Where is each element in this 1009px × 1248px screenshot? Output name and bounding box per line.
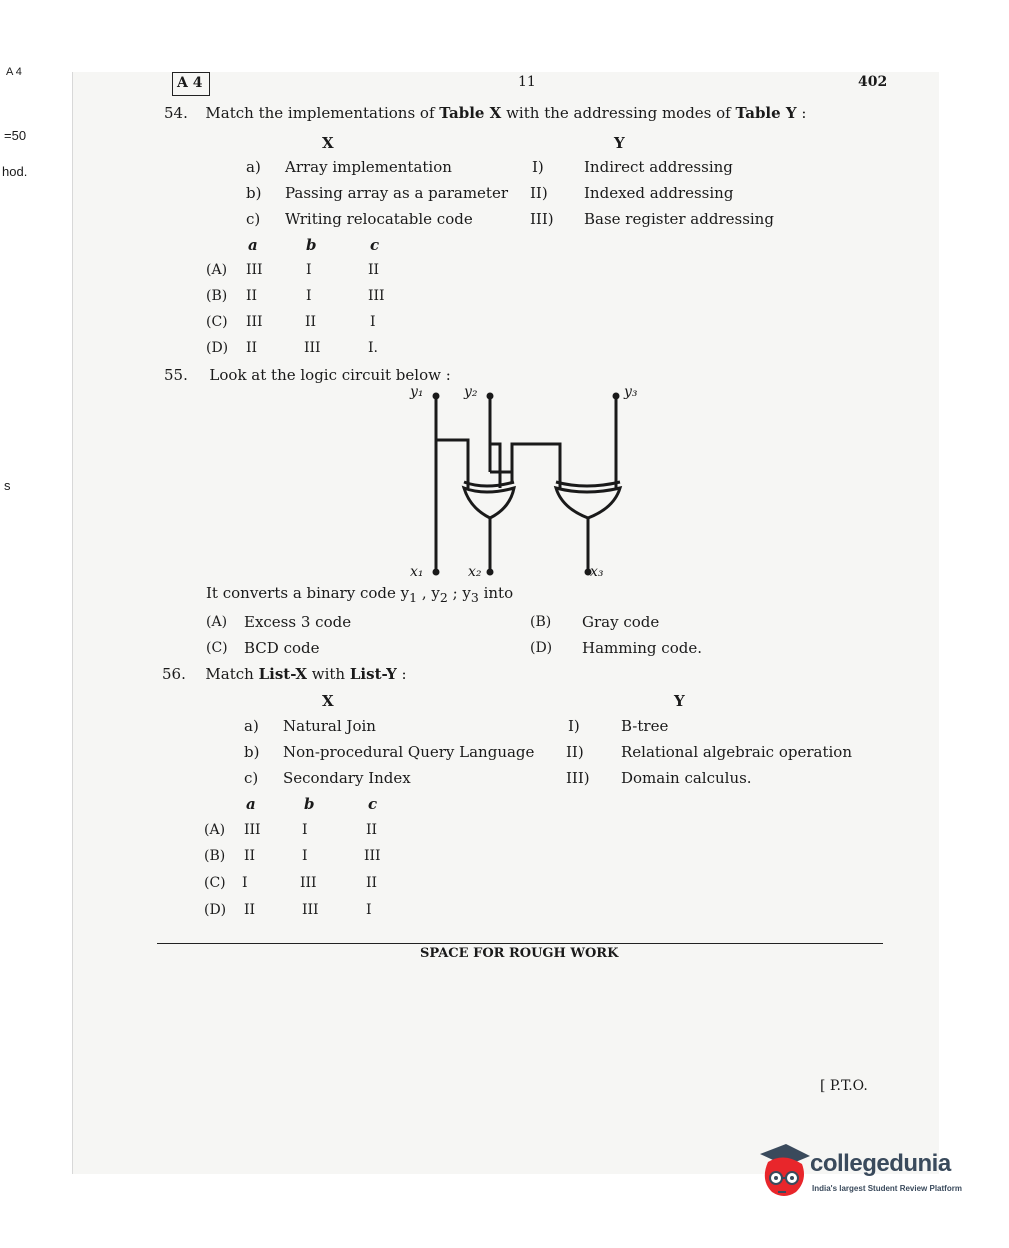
row-x: Passing array as a parameter xyxy=(285,184,509,202)
answer-head: b xyxy=(306,236,317,254)
row-key: c) xyxy=(244,769,259,787)
stem-text: , y xyxy=(417,584,440,602)
subscript: 3 xyxy=(470,590,479,605)
option-b: III xyxy=(304,340,321,356)
terminal-x1 xyxy=(433,569,440,576)
row-x: Secondary Index xyxy=(283,769,411,787)
question-number: 56. xyxy=(162,665,186,683)
terminal-y3 xyxy=(613,393,620,400)
option-label: (C) xyxy=(206,314,228,330)
input-label-y3: y₃ xyxy=(624,384,638,400)
edge-fragment-mid3: s xyxy=(4,478,11,493)
stem-text: It converts a binary code y xyxy=(206,584,410,602)
option-label: (D) xyxy=(206,340,229,356)
answer-head: c xyxy=(370,236,380,254)
row-x: Non-procedural Query Language xyxy=(283,743,535,761)
subscript: 2 xyxy=(439,590,448,605)
subscript: 1 xyxy=(409,590,418,605)
input-label-y2: y₂ xyxy=(464,384,478,400)
option-a: III xyxy=(246,314,263,330)
row-num: II) xyxy=(566,743,584,761)
xor-gate-1 xyxy=(464,482,514,518)
logic-circuit-diagram xyxy=(380,384,660,580)
option-a: II xyxy=(246,340,258,356)
xor-gate-2 xyxy=(556,482,620,518)
option-c: III xyxy=(368,288,385,304)
option-c: I xyxy=(366,902,372,918)
option-label: (D) xyxy=(530,640,553,656)
option-a: I xyxy=(242,875,248,891)
booklet-code: A 4 xyxy=(177,75,203,91)
option-label: (C) xyxy=(204,875,226,891)
option-b: III xyxy=(300,875,317,891)
stem-text: with xyxy=(307,665,350,683)
option-b: I xyxy=(302,848,308,864)
option-label: (A) xyxy=(206,614,228,630)
option-c: I xyxy=(370,314,376,330)
row-y: Indirect addressing xyxy=(584,158,733,176)
option-b: II xyxy=(305,314,317,330)
option-text: BCD code xyxy=(244,639,320,657)
option-text: Gray code xyxy=(582,613,660,631)
input-label-y1: y₁ xyxy=(410,384,424,400)
row-y: Indexed addressing xyxy=(584,184,734,202)
option-label: (B) xyxy=(530,614,552,630)
brand-name: collegedunia xyxy=(810,1150,951,1177)
previous-page-edge xyxy=(0,60,72,580)
option-b: I xyxy=(306,262,312,278)
answer-head: b xyxy=(304,795,315,813)
stem-text: Match xyxy=(205,665,259,683)
collegedunia-logo xyxy=(752,1140,992,1206)
edge-fragment-mid2: hod. xyxy=(2,164,28,179)
edge-fragment-top: A 4 xyxy=(6,66,22,78)
answer-head: c xyxy=(368,795,378,813)
row-x: Natural Join xyxy=(283,717,376,735)
question-55-stem xyxy=(164,366,451,384)
column-x-header: X xyxy=(322,134,334,152)
option-b: I xyxy=(306,288,312,304)
row-y: Relational algebraic operation xyxy=(621,743,852,761)
brand-tagline: India's largest Student Review Platform xyxy=(812,1184,962,1193)
question-55-converts xyxy=(206,584,513,605)
row-key: c) xyxy=(246,210,261,228)
row-num: I) xyxy=(568,717,580,735)
table-y-ref: Table Y xyxy=(735,104,797,122)
rough-work-label: SPACE FOR ROUGH WORK xyxy=(420,946,619,961)
option-label: (B) xyxy=(206,288,228,304)
row-x: Writing relocatable code xyxy=(285,210,473,228)
option-label: (A) xyxy=(206,262,228,278)
stem-text: Look at the logic circuit below : xyxy=(209,366,451,384)
stem-text: Match the implementations of xyxy=(205,104,440,122)
row-y: Base register addressing xyxy=(584,210,774,228)
circuit-svg xyxy=(380,384,660,580)
option-a: III xyxy=(246,262,263,278)
column-y-header: Y xyxy=(614,134,625,152)
row-key: a) xyxy=(244,717,259,735)
option-label: (C) xyxy=(206,640,228,656)
paper-code: 402 xyxy=(858,74,888,90)
question-56-stem xyxy=(162,665,407,683)
question-number: 54. xyxy=(164,104,188,122)
terminal-x2 xyxy=(487,569,494,576)
column-x-header: X xyxy=(322,692,334,710)
option-a: II xyxy=(246,288,258,304)
stem-text: with the addressing modes of xyxy=(501,104,736,122)
option-a: II xyxy=(244,848,256,864)
wire-y1-branch xyxy=(436,440,468,488)
question-54-stem xyxy=(164,104,806,122)
option-label: (A) xyxy=(204,822,226,838)
option-b: I xyxy=(302,822,308,838)
mascot-icon xyxy=(752,1140,812,1206)
edge-fragment-mid1: =50 xyxy=(4,128,27,143)
option-text: Hamming code. xyxy=(582,639,702,657)
row-x: Array implementation xyxy=(285,158,452,176)
pto-label: [ P.T.O. xyxy=(820,1078,868,1094)
column-y-header: Y xyxy=(674,692,685,710)
stem-text: : xyxy=(396,665,407,683)
scanned-page xyxy=(72,72,939,1174)
booklet-code-box xyxy=(172,72,210,96)
row-key: b) xyxy=(246,184,262,202)
row-num: III) xyxy=(530,210,554,228)
option-c: II xyxy=(366,875,378,891)
question-number: 55. xyxy=(164,366,188,384)
answer-head: a xyxy=(246,795,256,813)
row-y: Domain calculus. xyxy=(621,769,752,787)
page-number: 11 xyxy=(518,74,536,90)
list-x-ref: List-X xyxy=(258,665,307,683)
rough-work-rule xyxy=(157,943,883,944)
option-c: I. xyxy=(368,340,378,356)
option-b: III xyxy=(302,902,319,918)
row-num: II) xyxy=(530,184,548,202)
option-c: III xyxy=(364,848,381,864)
table-x-ref: Table X xyxy=(439,104,502,122)
option-a: III xyxy=(244,822,261,838)
row-y: B-tree xyxy=(621,717,669,735)
option-c: II xyxy=(368,262,380,278)
option-label: (D) xyxy=(204,902,227,918)
answer-head: a xyxy=(248,236,258,254)
output-label-x2: x₂ xyxy=(468,564,482,580)
option-label: (B) xyxy=(204,848,226,864)
option-text: Excess 3 code xyxy=(244,613,352,631)
row-num: I) xyxy=(532,158,544,176)
output-label-x1: x₁ xyxy=(410,564,424,580)
list-y-ref: List-Y xyxy=(349,665,397,683)
stem-text: ; y xyxy=(447,584,471,602)
option-a: II xyxy=(244,902,256,918)
terminal-y1 xyxy=(433,393,440,400)
row-key: a) xyxy=(246,158,261,176)
output-label-x3: x₃ xyxy=(590,564,604,580)
row-num: III) xyxy=(566,769,590,787)
terminal-y2 xyxy=(487,393,494,400)
stem-text: into xyxy=(478,584,514,602)
row-key: b) xyxy=(244,743,260,761)
option-c: II xyxy=(366,822,378,838)
stem-text: : xyxy=(796,104,807,122)
